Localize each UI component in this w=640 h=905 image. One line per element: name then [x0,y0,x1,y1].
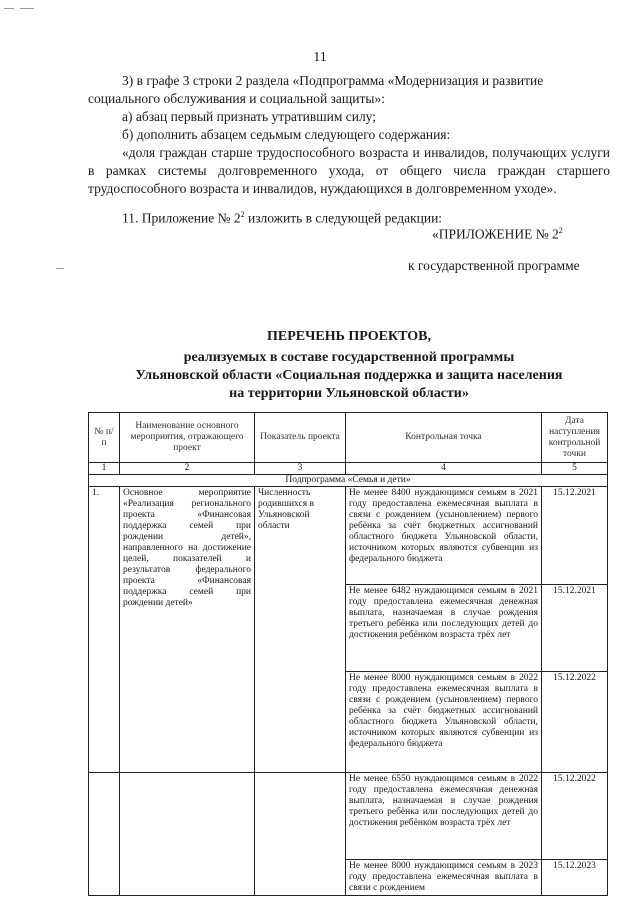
amendment-quote: «доля граждан старше трудоспособного возраста и инвалидов, получающих услуги в рамках системы долговременного ухода, от общего числа граждан старшего трудоспособного возраста и инвалидов, нуждающихся в долговременном уходе». [88,145,610,196]
table-row [89,773,608,860]
row-indicator-cont [255,773,346,896]
row-event-name: Основное мероприятие «Реализация регионального проекта «Финансовая поддержка семей при рождении детей», направленного на достижение целей, показателей и результатов федерального проекта «Финансовая поддержка семей при рождении детей» [120,487,255,773]
header-name: Наименование основного мероприятия, отражающего проект [120,413,255,463]
amendment-item-3: 3) в графе 3 строки 2 раздела «Подпрограмма «Модернизация и развитие социального обслуживания и социальной защиты»: [88,73,544,106]
row-event-name-cont [120,773,255,896]
subprogram-title: Подпрограмма «Семья и дети» [89,475,608,487]
projects-table [88,412,608,896]
appendix-label-text: «ПРИЛОЖЕНИЕ № 2 [432,226,559,242]
subprogram-row [89,475,608,487]
amendment-item-11-sup: 2 [240,210,245,219]
checkpoint-text: Не менее 6482 нуждающимся семьям в 2021 году предоставлена ежемесячная денежная выплата, назначаемая в случае рождения третьего ребёнка или последующих детей до достижения ребёнком возраста трёх лет [346,585,542,672]
col-number: 5 [542,463,608,475]
row-number-cont [89,773,120,896]
appendix-subtitle: к государственной программе [408,258,580,273]
amendment-item-11-text: 11. Приложение № 2 [122,210,241,226]
checkpoint-date: 15.12.2022 [542,773,608,860]
checkpoint-text: Не менее 8000 нуждающимся семьям в 2023 году предоставлена ежемесячная выплата в связи с рождением [346,860,542,896]
title-line-3: Ульяновской области «Социальная поддержка и защита населения [135,368,563,383]
title-line-1: ПЕРЕЧЕНЬ ПРОЕКТОВ, [267,329,431,344]
row-indicator: Численность родившихся в Ульяновской области [255,487,346,773]
checkpoint-date: 15.12.2021 [542,487,608,585]
document-title [88,328,610,403]
amendment-item-a: а) абзац первый признать утратившим силу; [122,109,377,124]
appendix-label-sup: 2 [558,226,563,235]
checkpoint-date: 15.12.2021 [542,585,608,672]
table-row [89,487,608,585]
column-number-row [89,463,608,475]
amendment-item-b: б) дополнить абзацем седьмым следующего содержания: [122,127,451,142]
title-line-2: реализуемых в составе государственной программы [183,350,515,365]
amendment-item-11-tail: изложить в следующей редакции: [244,210,443,226]
header-num: № п/п [89,413,120,463]
title-line-4: на территории Ульяновской области» [229,386,469,401]
checkpoint-text: Не менее 8400 нуждающимся семьям в 2021 году предоставлена ежемесячная выплата в связи с рождением (усыновлением) первого ребёнка за счёт бюджетных ассигнований областного бюджета Ульяновской области, источником которых являются субвенции из федерального бюджета [346,487,542,585]
row-number: 1. [89,487,120,773]
amendment-item-11 [88,206,610,228]
checkpoint-text: Не менее 6550 нуждающимся семьям в 2022 году предоставлена ежемесячная денежная выплата, назначаемая в случае рождения третьего ребёнка или последующих детей до достижения ребёнком возраста трёх лет [346,773,542,860]
col-number: 1 [89,463,120,475]
col-number: 4 [346,463,542,475]
table-header-row [89,413,608,463]
col-number: 3 [255,463,346,475]
page-number: 11 [313,50,327,65]
checkpoint-date: 15.12.2023 [542,860,608,896]
checkpoint-date: 15.12.2022 [542,672,608,773]
header-checkpoint: Контрольная точка [346,413,542,463]
header-indicator: Показатель проекта [255,413,346,463]
appendix-label [432,226,563,243]
header-date: Дата наступления контрольной точки [542,413,608,463]
checkpoint-text: Не менее 8000 нуждающимся семьям в 2022 году предоставлена ежемесячная выплата в связи с рождением (усыновлением) первого ребёнка за счёт бюджетных ассигнований областного бюджета Ульяновской области, источником которых являются субвенции из федерального бюджета [346,672,542,773]
col-number: 2 [120,463,255,475]
